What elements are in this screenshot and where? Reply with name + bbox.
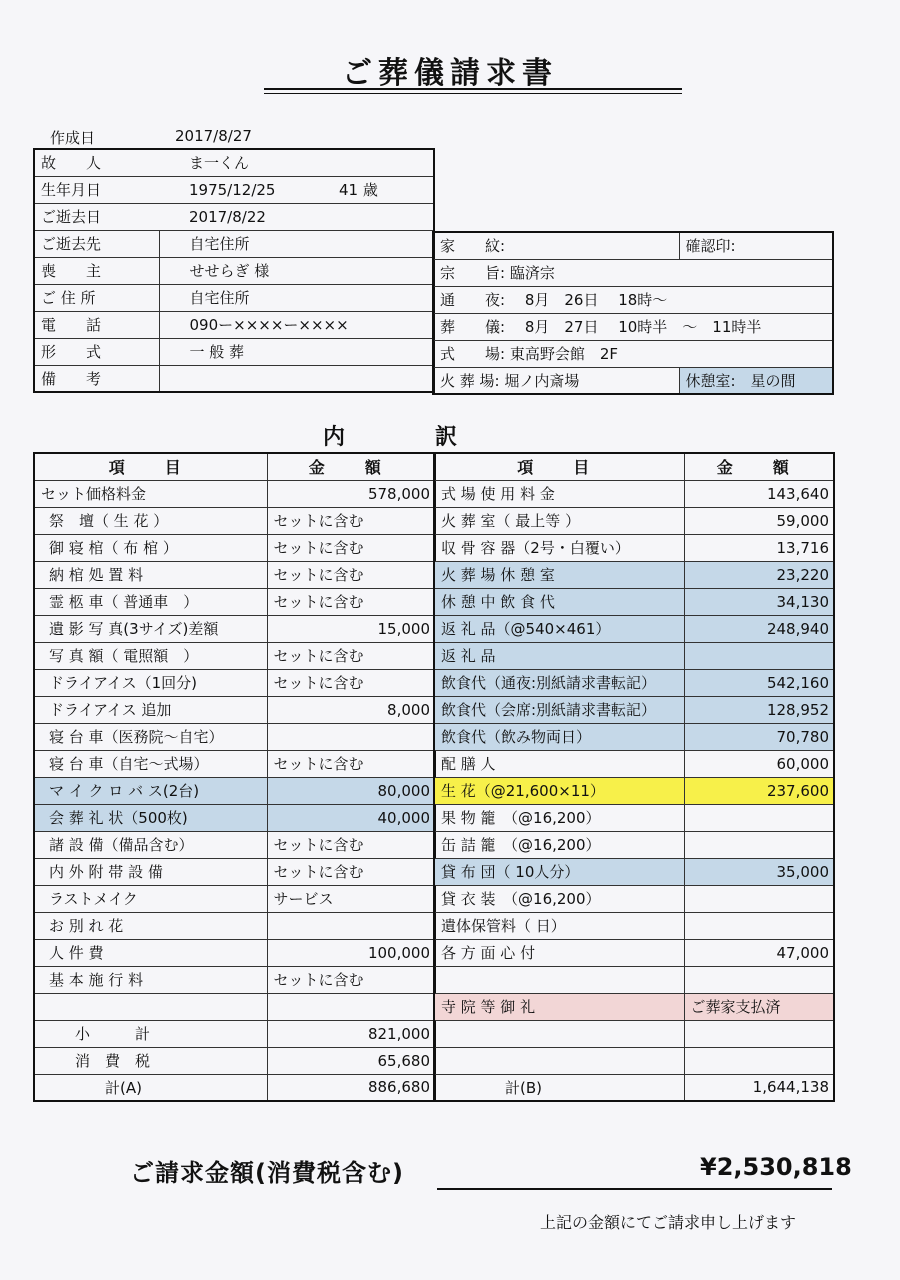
info-label: ご 住 所 xyxy=(34,284,159,311)
info-value: ま一くん xyxy=(159,149,319,176)
item-amount: 128,952 xyxy=(684,696,834,723)
info-value: せせらぎ 様 xyxy=(159,257,434,284)
item-name: 生 花（@21,600×11） xyxy=(434,777,684,804)
total-label xyxy=(434,1047,684,1074)
item-name: 果 物 籠 （@16,200） xyxy=(434,804,684,831)
item-name: 配 膳 人 xyxy=(434,750,684,777)
right-line-item xyxy=(434,858,834,885)
item-name: お 別 れ 花 xyxy=(34,912,267,939)
item-amount: 80,000 xyxy=(267,777,435,804)
item-amount xyxy=(684,804,834,831)
ceremony-info-text: 家 紋: xyxy=(433,232,679,259)
grand-total-value: ¥2,530,818 xyxy=(700,1153,852,1181)
left-line-item xyxy=(34,642,435,669)
item-amount: セットに含む xyxy=(267,831,435,858)
item-amount xyxy=(267,912,435,939)
item-name: 火 葬 室（ 最上等 ） xyxy=(434,507,684,534)
item-name: 人 件 費 xyxy=(34,939,267,966)
item-name: ラストメイク xyxy=(34,885,267,912)
item-amount: 578,000 xyxy=(267,480,435,507)
total-amount xyxy=(684,1047,834,1074)
item-name: 缶 詰 籠 （@16,200） xyxy=(434,831,684,858)
left-total-row xyxy=(34,1047,435,1074)
left-line-item xyxy=(34,831,435,858)
item-amount: セットに含む xyxy=(267,507,435,534)
item-name: 飲食代（通夜:別紙請求書転記） xyxy=(434,669,684,696)
item-name: 寺 院 等 御 礼 xyxy=(434,993,684,1020)
ceremony-info-extra: 確認印: xyxy=(679,232,833,259)
ceremony-info-row xyxy=(433,259,833,286)
right-line-item xyxy=(434,696,834,723)
info-value: 1975/12/25 xyxy=(159,176,319,203)
total-amount: 886,680 xyxy=(267,1074,435,1101)
right-breakdown-table xyxy=(433,452,835,1102)
item-amount: 8,000 xyxy=(267,696,435,723)
item-name: 式 場 使 用 料 金 xyxy=(434,480,684,507)
left-line-item xyxy=(34,534,435,561)
item-amount: 237,600 xyxy=(684,777,834,804)
deceased-info-table xyxy=(33,148,435,393)
created-label: 作成日 xyxy=(50,129,96,147)
info-value: 自宅住所 xyxy=(159,230,434,257)
item-name: 貸 衣 装 （@16,200） xyxy=(434,885,684,912)
item-amount: 70,780 xyxy=(684,723,834,750)
item-amount: 40,000 xyxy=(267,804,435,831)
left-line-item xyxy=(34,777,435,804)
item-name: 貸 布 団（ 10人分） xyxy=(434,858,684,885)
ceremony-info-row xyxy=(433,340,833,367)
info-label: 故 人 xyxy=(34,149,159,176)
item-amount: セットに含む xyxy=(267,750,435,777)
item-amount: ご葬家支払済 xyxy=(684,993,834,1020)
right-total-row xyxy=(434,1047,834,1074)
item-name: 飲食代（飲み物両日） xyxy=(434,723,684,750)
item-amount xyxy=(684,885,834,912)
item-amount xyxy=(684,966,834,993)
left-line-item xyxy=(34,804,435,831)
left-line-item xyxy=(34,993,435,1020)
deceased-info-row xyxy=(34,257,434,284)
column-header-item: 項 目 xyxy=(34,453,267,480)
left-line-item xyxy=(34,912,435,939)
ceremony-info-text: 通 夜: 8月 26日 18時〜 xyxy=(433,286,833,313)
item-name: ドライアイス 追加 xyxy=(34,696,267,723)
item-amount: 542,160 xyxy=(684,669,834,696)
item-amount xyxy=(267,723,435,750)
total-label: 小 計 xyxy=(34,1020,267,1047)
item-name: 会 葬 礼 状（500枚) xyxy=(34,804,267,831)
deceased-info-row xyxy=(34,203,434,230)
right-line-item xyxy=(434,723,834,750)
right-line-item xyxy=(434,561,834,588)
item-name: 御 寝 棺（ 布 棺 ） xyxy=(34,534,267,561)
ceremony-info-row xyxy=(433,313,833,340)
item-name: 遺 影 写 真(3サイズ)差額 xyxy=(34,615,267,642)
item-amount: 13,716 xyxy=(684,534,834,561)
ceremony-info-text: 葬 儀: 8月 27日 10時半 〜 11時半 xyxy=(433,313,833,340)
item-name: 各 方 面 心 付 xyxy=(434,939,684,966)
item-amount: 59,000 xyxy=(684,507,834,534)
item-name: 寝 台 車（医務院〜自宅） xyxy=(34,723,267,750)
info-label: 電 話 xyxy=(34,311,159,338)
item-name: ドライアイス（1回分) xyxy=(34,669,267,696)
item-name: 納 棺 処 置 料 xyxy=(34,561,267,588)
item-name: 遺体保管料（ 日） xyxy=(434,912,684,939)
right-line-item xyxy=(434,831,834,858)
right-line-item xyxy=(434,642,834,669)
item-amount: 34,130 xyxy=(684,588,834,615)
deceased-info-row xyxy=(34,230,434,257)
right-header-row xyxy=(434,453,834,480)
title-underline-thin xyxy=(264,93,682,94)
column-header-amount: 金 額 xyxy=(267,453,435,480)
item-amount: 248,940 xyxy=(684,615,834,642)
left-total-row xyxy=(34,1074,435,1101)
info-label: 生年月日 xyxy=(34,176,159,203)
item-name: 飲食代（会席:別紙請求書転記） xyxy=(434,696,684,723)
right-line-item xyxy=(434,966,834,993)
item-name: 返 礼 品 xyxy=(434,642,684,669)
left-total-row xyxy=(34,1020,435,1047)
ceremony-info-table xyxy=(432,231,834,395)
deceased-info-row xyxy=(34,311,434,338)
item-name: 諸 設 備（備品含む） xyxy=(34,831,267,858)
info-extra: 41 歳 xyxy=(319,176,434,203)
item-amount: セットに含む xyxy=(267,642,435,669)
right-line-item xyxy=(434,615,834,642)
right-line-item xyxy=(434,534,834,561)
item-name: 写 真 額（ 電照額 ） xyxy=(34,642,267,669)
item-amount: 100,000 xyxy=(267,939,435,966)
grand-total-underline xyxy=(437,1188,832,1190)
right-line-item xyxy=(434,750,834,777)
info-label: ご逝去日 xyxy=(34,203,159,230)
left-line-item xyxy=(34,588,435,615)
item-amount xyxy=(684,912,834,939)
item-name: 寝 台 車（自宅〜式場） xyxy=(34,750,267,777)
info-value: 自宅住所 xyxy=(159,284,434,311)
right-line-item xyxy=(434,669,834,696)
item-amount: 47,000 xyxy=(684,939,834,966)
info-value: 2017/8/22 xyxy=(159,203,319,230)
total-amount: 1,644,138 xyxy=(684,1074,834,1101)
right-line-item xyxy=(434,885,834,912)
left-line-item xyxy=(34,561,435,588)
right-line-item xyxy=(434,588,834,615)
left-breakdown-table xyxy=(33,452,436,1102)
item-amount: セットに含む xyxy=(267,966,435,993)
item-amount xyxy=(684,831,834,858)
item-amount: サービス xyxy=(267,885,435,912)
item-amount: セットに含む xyxy=(267,669,435,696)
left-line-item xyxy=(34,966,435,993)
column-header-amount: 金 額 xyxy=(684,453,834,480)
item-amount: 15,000 xyxy=(267,615,435,642)
right-line-item xyxy=(434,507,834,534)
footer-note: 上記の金額にてご請求申し上げます xyxy=(540,1213,797,1232)
item-name: 基 本 施 行 料 xyxy=(34,966,267,993)
item-name: 霊 柩 車（ 普通車 ） xyxy=(34,588,267,615)
title-underline xyxy=(264,88,682,90)
info-extra xyxy=(319,149,434,176)
ceremony-info-text: 宗 旨: 臨済宗 xyxy=(433,259,833,286)
ceremony-info-row xyxy=(433,286,833,313)
total-label xyxy=(434,1020,684,1047)
item-name xyxy=(34,993,267,1020)
item-name: 休 憩 中 飲 食 代 xyxy=(434,588,684,615)
item-amount: セットに含む xyxy=(267,561,435,588)
info-label: ご逝去先 xyxy=(34,230,159,257)
info-label: 備 考 xyxy=(34,365,159,392)
total-label: 消 費 税 xyxy=(34,1047,267,1074)
info-label: 形 式 xyxy=(34,338,159,365)
item-name: 内 外 附 帯 設 備 xyxy=(34,858,267,885)
left-line-item xyxy=(34,939,435,966)
ceremony-info-row xyxy=(433,367,833,394)
grand-total-label: ご請求金額(消費税含む) xyxy=(130,1159,404,1187)
ceremony-info-extra: 休憩室: 星の間 xyxy=(679,367,833,394)
total-label: 計(B) xyxy=(434,1074,684,1101)
total-amount xyxy=(684,1020,834,1047)
item-name: マ イ ク ロ バ ス(2台) xyxy=(34,777,267,804)
right-line-item xyxy=(434,777,834,804)
item-name: 収 骨 容 器（2号・白覆い） xyxy=(434,534,684,561)
left-header-row xyxy=(34,453,435,480)
deceased-info-row xyxy=(34,365,434,392)
right-line-item xyxy=(434,480,834,507)
deceased-info-row xyxy=(34,176,434,203)
item-name: 祭 壇（ 生 花 ） xyxy=(34,507,267,534)
item-amount: 60,000 xyxy=(684,750,834,777)
info-value: 090ー××××ー×××× xyxy=(159,311,434,338)
item-amount: セットに含む xyxy=(267,588,435,615)
left-line-item xyxy=(34,696,435,723)
left-line-item xyxy=(34,885,435,912)
item-name: セット価格料金 xyxy=(34,480,267,507)
left-line-item xyxy=(34,615,435,642)
ceremony-info-row xyxy=(433,232,833,259)
total-amount: 65,680 xyxy=(267,1047,435,1074)
item-name: 返 礼 品（@540×461） xyxy=(434,615,684,642)
item-amount: セットに含む xyxy=(267,858,435,885)
left-line-item xyxy=(34,723,435,750)
item-amount: セットに含む xyxy=(267,534,435,561)
right-line-item xyxy=(434,912,834,939)
item-amount: 143,640 xyxy=(684,480,834,507)
document-title: ご葬儀請求書 xyxy=(342,56,558,91)
created-date: 2017/8/27 xyxy=(175,127,252,145)
info-extra xyxy=(319,203,434,230)
deceased-info-row xyxy=(34,149,434,176)
right-line-item xyxy=(434,804,834,831)
right-line-item xyxy=(434,939,834,966)
breakdown-title: 内訳 xyxy=(322,425,547,450)
deceased-info-row xyxy=(34,284,434,311)
left-line-item xyxy=(34,480,435,507)
item-name xyxy=(434,966,684,993)
info-label: 喪 主 xyxy=(34,257,159,284)
item-amount xyxy=(684,642,834,669)
total-amount: 821,000 xyxy=(267,1020,435,1047)
deceased-info-row xyxy=(34,338,434,365)
right-total-row xyxy=(434,1020,834,1047)
info-value xyxy=(159,365,434,392)
left-line-item xyxy=(34,858,435,885)
left-line-item xyxy=(34,750,435,777)
ceremony-info-text: 火 葬 場: 堀ノ内斎場 xyxy=(433,367,679,394)
column-header-item: 項 目 xyxy=(434,453,684,480)
ceremony-info-text: 式 場: 東高野会館 2F xyxy=(433,340,833,367)
left-line-item xyxy=(34,507,435,534)
item-amount: 35,000 xyxy=(684,858,834,885)
item-amount: 23,220 xyxy=(684,561,834,588)
item-name: 火 葬 場 休 憩 室 xyxy=(434,561,684,588)
right-total-row xyxy=(434,1074,834,1101)
total-label: 計(A) xyxy=(34,1074,267,1101)
info-value: 一 般 葬 xyxy=(159,338,434,365)
item-amount xyxy=(267,993,435,1020)
left-line-item xyxy=(34,669,435,696)
right-line-item xyxy=(434,993,834,1020)
